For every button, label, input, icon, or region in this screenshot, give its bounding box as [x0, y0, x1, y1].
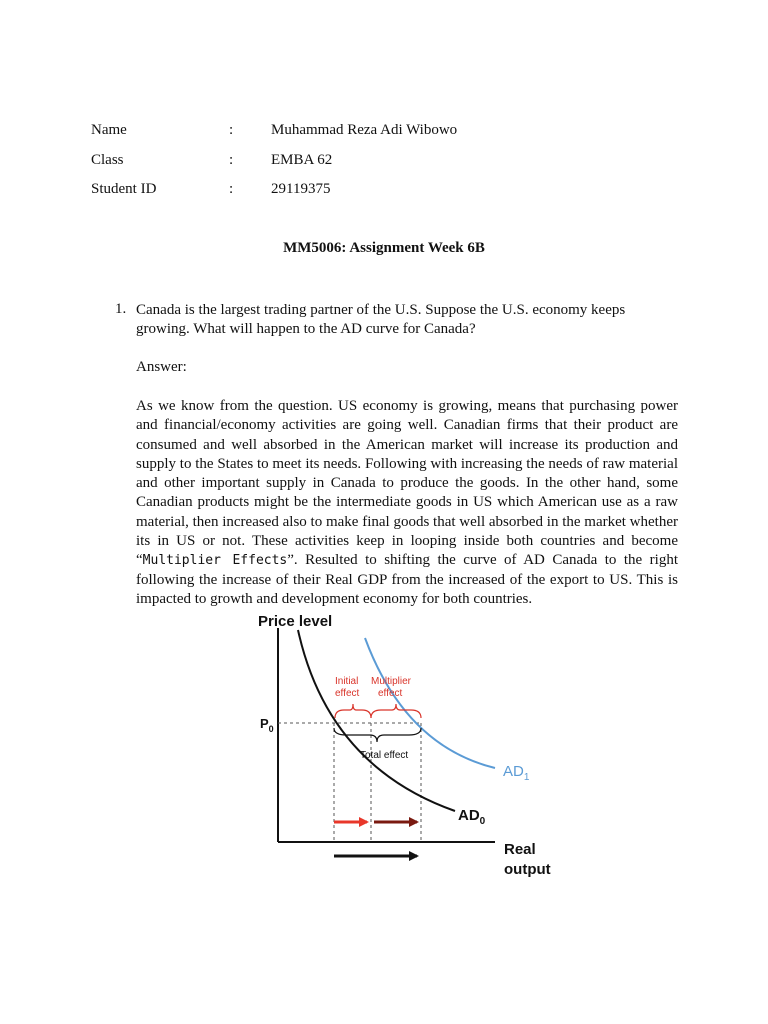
class-label: Class — [91, 152, 124, 168]
student-id-colon: : — [229, 181, 234, 197]
p0-main: P — [260, 716, 269, 731]
ad-shift-diagram — [250, 606, 570, 886]
ad0-main: AD — [458, 807, 480, 824]
p0-label — [260, 716, 274, 734]
answer-text-after: ”. Resulted to shifting the curve of AD Canada to the right following the increase of their Real GDP from the increased of the export to US. This is impacted to growth and development economy for both countries. — [136, 552, 678, 607]
initial-effect-line2: effect — [335, 688, 360, 699]
ad1-curve — [365, 638, 495, 768]
ad1-subscript: 1 — [523, 772, 530, 783]
student-id-label: Student ID — [91, 181, 157, 197]
question-number: 1. — [115, 301, 127, 317]
student-id-value: 29119375 — [271, 181, 331, 197]
ad0-curve — [298, 630, 455, 811]
assignment-title: MM5006: Assignment Week 6B — [283, 240, 485, 256]
ad1-main: AD — [503, 763, 524, 780]
initial-effect-line1: Initial — [335, 676, 359, 687]
answer-text-before: As we know from the question. US economy is growing, means that purchasing power and financial/economy activities are going well. Canadian firms that their product are consumed and well absorbed in the American market will increase its production and supply to the States to meet its needs. Following with increasing the needs of raw material and other important supply in Canada to produce the goods. In the other hand, some Canadian products might be the intermediate goods in US which American use as a raw material, then increased also to make final goods that well absorbed in the market whether its in US or not. These activities keep in looping inside both countries and become “ — [136, 398, 678, 569]
y-axis-label: Price level — [258, 613, 333, 630]
answer-label: Answer: — [136, 359, 187, 375]
class-colon: : — [229, 152, 234, 168]
p0-subscript: 0 — [268, 724, 274, 734]
name-label: Name — [91, 122, 127, 138]
ad1-label — [503, 763, 530, 783]
initial-effect-brace — [335, 704, 371, 718]
x-axis-label-real: Real — [504, 841, 536, 858]
multiplier-effect-brace — [371, 704, 421, 718]
total-effect-brace — [334, 728, 421, 742]
x-axis-label-output: output — [504, 861, 551, 878]
class-value: EMBA 62 — [271, 152, 333, 168]
multiplier-effect-line1: Multiplier — [371, 676, 412, 687]
name-value: Muhammad Reza Adi Wibowo — [271, 122, 458, 138]
ad-shift-svg — [250, 606, 570, 886]
question-text: Canada is the largest trading partner of the U.S. Suppose the U.S. economy keeps growing. What will happen to the AD curve for Canada? — [136, 302, 626, 338]
total-effect-label: Total effect — [360, 750, 409, 761]
multiplier-effects-term: Multiplier Effects — [142, 553, 288, 569]
answer-paragraph — [136, 397, 678, 609]
ad0-label — [458, 807, 486, 827]
multiplier-effect-line2: effect — [378, 688, 403, 699]
name-colon: : — [229, 122, 234, 138]
ad0-subscript: 0 — [479, 816, 486, 827]
